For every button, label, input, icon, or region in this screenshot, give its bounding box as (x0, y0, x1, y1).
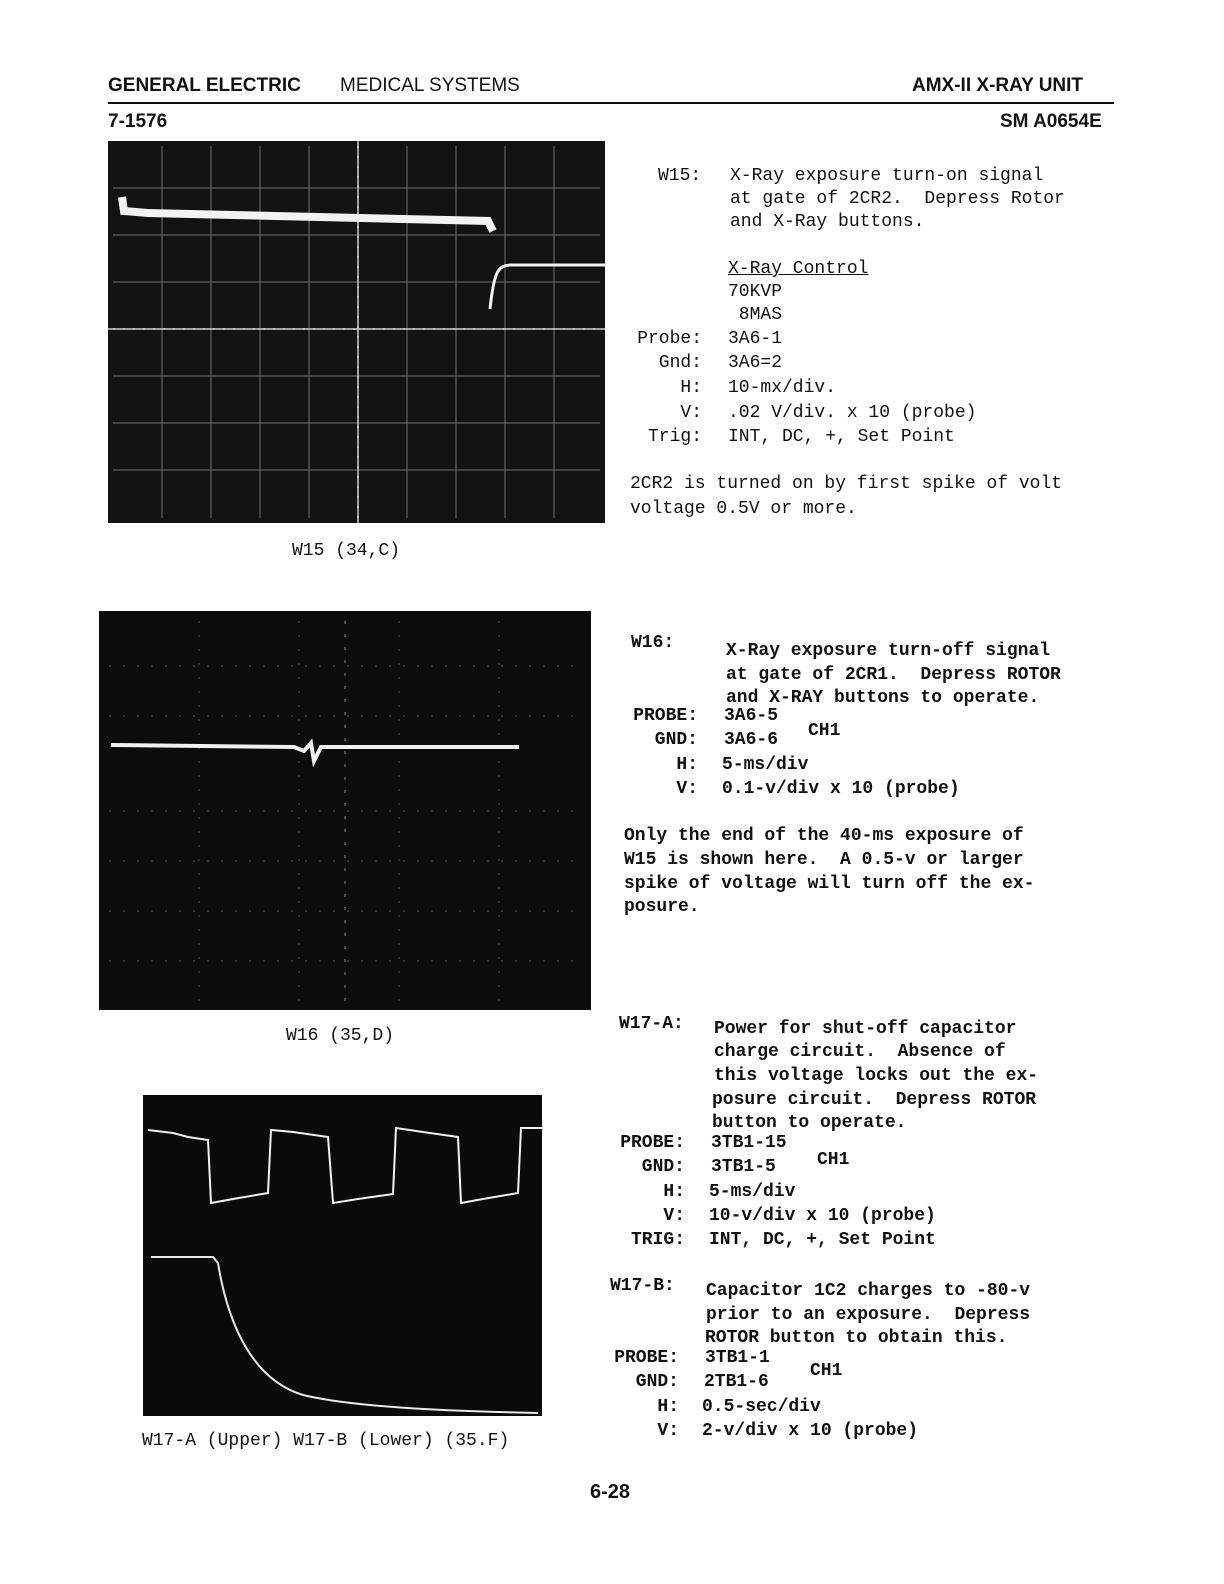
w16-caption: W16 (35,D) (286, 1026, 395, 1046)
w15-param-value: .02 V/div. x 10 (probe) (728, 403, 977, 423)
w16-desc-1: X-Ray exposure turn-off signal (726, 641, 1051, 661)
w15-waveform (108, 141, 605, 523)
w17a-param-value: 3TB1-15 (711, 1133, 787, 1153)
w17b-desc-3: ROTOR button to obtain this. (705, 1328, 1008, 1348)
w16-note-2: W15 is shown here. A 0.5-v or larger (624, 850, 1024, 870)
w16-note-1: Only the end of the 40-ms exposure of (624, 826, 1024, 846)
w15-param-value: 3A6-1 (728, 329, 783, 349)
w17b-param-value: 0.5-sec/div (702, 1397, 821, 1417)
w16-param-label: PROBE: (633, 706, 698, 726)
w17-oscilloscope-photo (143, 1095, 542, 1416)
page-number: 6-28 (590, 1481, 631, 1503)
w16-param-label: GND: (654, 730, 698, 750)
w15-oscilloscope-photo (108, 141, 605, 523)
doc-number: 7-1576 (108, 111, 168, 132)
w16-param-value: 0.1-v/div x 10 (probe) (722, 779, 960, 799)
w17-waveform (143, 1095, 542, 1416)
w17a-param-label: TRIG: (630, 1230, 685, 1250)
w17a-id: W17-A: (619, 1014, 684, 1034)
w15-param-label: Gnd: (658, 353, 702, 373)
w17b-id: W17-B: (610, 1276, 675, 1296)
w16-param-label: V: (676, 779, 698, 799)
header-unit: AMX-II X-RAY UNIT (912, 75, 1084, 96)
w15-caption: W15 (34,C) (292, 541, 401, 561)
w17a-param-value: 10-v/div x 10 (probe) (709, 1206, 936, 1226)
w17a-desc-1: Power for shut-off capacitor (714, 1019, 1017, 1039)
w17b-param-label: PROBE: (614, 1348, 679, 1368)
w17a-param-value: 5-ms/div (709, 1182, 796, 1202)
w15-param-label: H: (680, 378, 702, 398)
w16-waveform (99, 611, 591, 1010)
w16-param-label: H: (676, 755, 698, 775)
manual-id: SM A0654E (1000, 111, 1102, 132)
header-company: GENERAL ELECTRIC (108, 75, 301, 96)
w16-desc-2: at gate of 2CR1. Depress ROTOR (726, 665, 1061, 685)
w17a-param-value: INT, DC, +, Set Point (709, 1230, 936, 1250)
w17a-param-label: V: (663, 1206, 685, 1226)
w15-param-value: 10-mx/div. (728, 378, 837, 398)
w17b-param-label: H: (657, 1397, 679, 1417)
w16-id: W16: (631, 633, 675, 653)
w17a-param-value: 3TB1-5 (711, 1157, 776, 1177)
w16-channel: CH1 (808, 721, 841, 741)
w17-caption: W17-A (Upper) W17-B (Lower) (35.F) (142, 1431, 510, 1451)
w16-note-3: spike of voltage will turn off the ex- (624, 874, 1035, 894)
w15-param-label: Trig: (647, 427, 702, 447)
w17b-param-value: 2-v/div x 10 (probe) (702, 1421, 919, 1441)
w15-control-title: X-Ray Control (728, 259, 869, 279)
header-division: MEDICAL SYSTEMS (340, 75, 520, 96)
w17a-desc-5: button to operate. (712, 1113, 907, 1133)
w17a-desc-4: posure circuit. Depress ROTOR (712, 1090, 1037, 1110)
w15-desc-2: at gate of 2CR2. Depress Rotor (730, 189, 1065, 209)
w15-note-2: voltage 0.5V or more. (630, 499, 857, 519)
w15-control-kvp: 70KVP (728, 282, 783, 302)
w16-param-value: 3A6-6 (724, 730, 779, 750)
w17b-desc-2: prior to an exposure. Depress (706, 1305, 1031, 1325)
w15-note-1: 2CR2 is turned on by first spike of volt (630, 474, 1063, 494)
w17b-param-label: GND: (635, 1372, 679, 1392)
w16-note-4: posure. (624, 897, 700, 917)
w15-param-value: INT, DC, +, Set Point (728, 427, 955, 447)
header-rule (108, 102, 1114, 104)
w17a-param-label: H: (663, 1182, 685, 1202)
w17a-desc-2: charge circuit. Absence of (714, 1042, 1006, 1062)
w15-desc-1: X-Ray exposure turn-on signal (730, 166, 1044, 186)
w17b-param-value: 3TB1-1 (705, 1348, 770, 1368)
w16-oscilloscope-photo (99, 611, 591, 1010)
w17b-channel: CH1 (810, 1361, 843, 1381)
w17a-param-label: GND: (641, 1157, 685, 1177)
w15-control-mas: 8MAS (728, 305, 783, 325)
w15-desc-3: and X-Ray buttons. (730, 212, 925, 232)
w16-desc-3: and X-RAY buttons to operate. (726, 688, 1040, 708)
w17b-param-label: V: (657, 1421, 679, 1441)
w17a-desc-3: this voltage locks out the ex- (714, 1066, 1039, 1086)
w15-param-label: V: (680, 403, 702, 423)
w17a-param-label: PROBE: (620, 1133, 685, 1153)
w15-id: W15: (658, 166, 702, 186)
w15-param-value: 3A6=2 (728, 353, 783, 373)
w17b-param-value: 2TB1-6 (704, 1372, 769, 1392)
w16-param-value: 3A6-5 (724, 706, 779, 726)
w15-param-label: Probe: (637, 329, 702, 349)
w17a-channel: CH1 (817, 1150, 850, 1170)
w16-param-value: 5-ms/div (722, 755, 809, 775)
w17b-desc-1: Capacitor 1C2 charges to -80-v (706, 1281, 1031, 1301)
